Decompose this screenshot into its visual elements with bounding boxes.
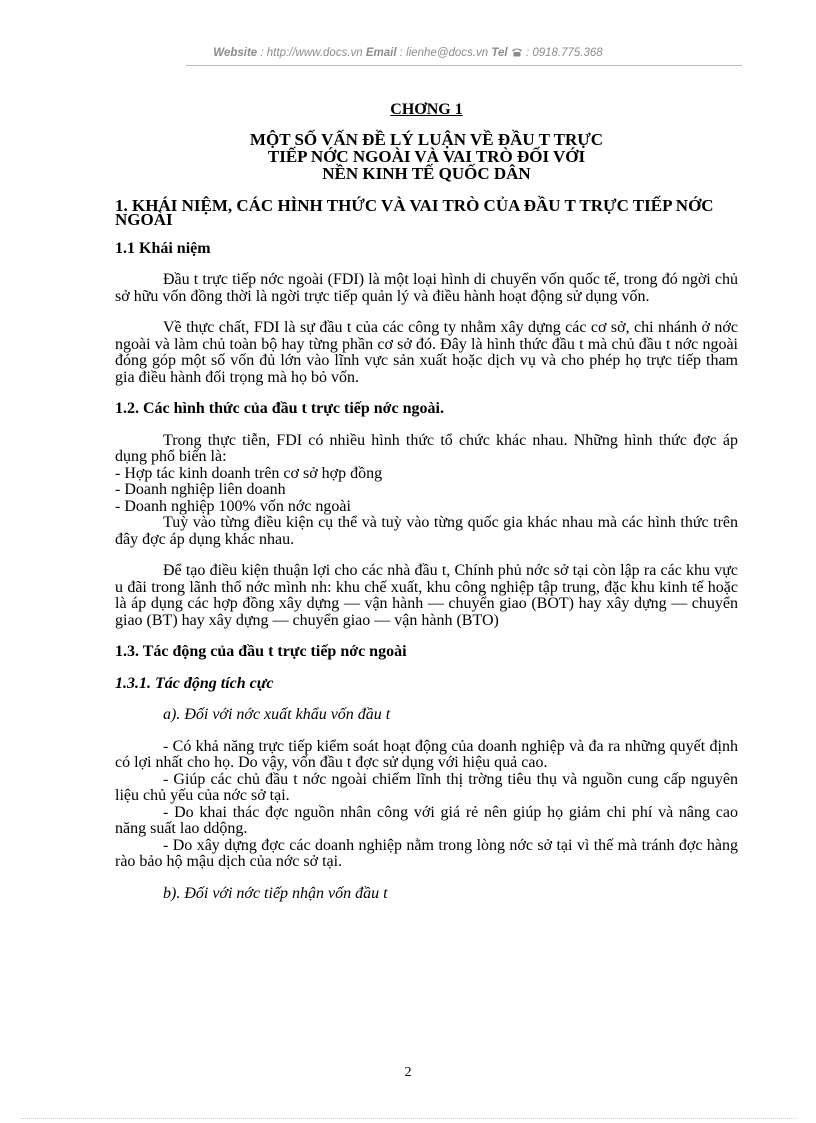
paragraph: Để tạo điều kiện thuận lợi cho các nhà đầu t, Chính phủ nớc sở tại còn lập ra các khu vực u đãi trong lãnh thổ nớc mình nh: khu chế xuất, khu công nghiệp tập trung, đặc khu kinh tế hoặc là áp dụng các hợp đồng xây dựng — vận hành — chuyển giao (BOT) hay xây dựng — chuyển giao (BT) hay xây dựng — chuyển giao — vận hành (BTO) <box>115 562 738 629</box>
section-1-1-heading: 1.1 Khái niệm <box>115 239 211 257</box>
paragraph: - Giúp các chủ đầu t nớc ngoài chiếm lĩnh thị trờng tiêu thụ và nguồn cung cấp nguyên liệu chủ yếu của nớc sở tại. <box>115 770 738 804</box>
subsection-a-heading: a). Đối với nớc xuất khẩu vốn đầu t <box>163 706 391 723</box>
section-1-2-heading: 1.2. Các hình thức của đầu t trực tiếp nớc ngoài. <box>115 400 444 417</box>
header-divider <box>186 65 742 66</box>
tel-label: Tel <box>491 47 508 59</box>
section-1-3-heading: 1.3. Tác động của đầu t trực tiếp nớc ngoài <box>115 643 407 660</box>
document-body <box>115 102 738 917</box>
paragraph: - Do xây dựng đợc các doanh nghiệp nằm trong lòng nớc sở tại vì thế mà tránh đợc hàng rào bảo hộ mậu dịch của nớc sở tại. <box>115 836 738 870</box>
paragraph: - Có khả năng trực tiếp kiểm soát hoạt động của doanh nghiệp và đa ra những quyết định có lợi nhất cho họ. Do vậy, vốn đầu t đợc sử dụng với hiệu quả cao. <box>115 737 738 771</box>
section-1-heading: 1. KHÁI NIỆM, CÁC HÌNH THỨC VÀ VAI TRÒ CỦA ĐẦU T TRỰC TIẾP NỚC NGOÀI <box>115 195 714 229</box>
chapter-title-line: NỀN KINH TẾ QUỐC DÂN <box>322 163 531 183</box>
page-bottom-border <box>20 1118 796 1119</box>
page-header <box>0 47 816 59</box>
tel-value: : 0918.775.368 <box>525 47 603 59</box>
paragraph: Về thực chất, FDI là sự đầu t của các công ty nhằm xây dựng các cơ sở, chi nhánh ở nớc ngoài và làm chủ toàn bộ hay từng phần cơ sở đó. Đây là hình thức đầu t mà chủ đầu t nớc ngoài đóng góp một số vốn đủ lớn vào lĩnh vực sản xuất hoặc dịch vụ và cho phép họ trực tiếp tham gia điều hành đối trọng mà họ bỏ vốn. <box>115 319 738 386</box>
paragraph: - Do khai thác đợc nguồn nhân công với giá rẻ nên giúp họ giảm chi phí và nâng cao năng suất lao ddộng. <box>115 803 738 837</box>
chapter-heading: CHƠNG 1 <box>390 101 463 118</box>
chapter-title-line: MỘT SỐ VẤN ĐỀ LÝ LUẬN VỀ ĐẦU T TRỰC <box>249 129 604 149</box>
section-1-3-1-heading: 1.3.1. Tác động tích cực <box>115 674 274 692</box>
chapter-title <box>115 131 738 182</box>
phone-icon <box>511 47 523 57</box>
email-label: Email <box>365 47 397 59</box>
list-item: - Hợp tác kinh doanh trên cơ sở hợp đồng <box>115 464 383 482</box>
list-item: - Doanh nghiệp 100% vốn nớc ngoài <box>115 497 351 515</box>
paragraph: Trong thực tiễn, FDI có nhiều hình thức tổ chức khác nhau. Những hình thức đợc áp dụng phổ biến là: <box>115 431 738 465</box>
website-value: : http://www.docs.vn <box>260 47 363 59</box>
subsection-b-heading: b). Đối với nớc tiếp nhận vốn đầu t <box>163 884 388 902</box>
paragraph: Tuỳ vào từng điều kiện cụ thể và tuỳ vào từng quốc gia khác nhau mà các hình thức trên đây đợc áp dụng khác nhau. <box>115 514 738 548</box>
page-number: 2 <box>404 1065 412 1080</box>
list-item: - Doanh nghiệp liên doanh <box>115 481 286 498</box>
website-label: Website <box>213 47 258 59</box>
chapter-title-line: TIẾP NỚC NGOÀI VÀ VAI TRÒ ĐỐI VỚI <box>267 146 586 166</box>
paragraph: Đầu t trực tiếp nớc ngoài (FDI) là một loại hình di chuyển vốn quốc tế, trong đó ngời chủ sở hữu vốn đồng thời là ngời trực tiếp quản lý và điều hành hoạt động sử dụng vốn. <box>115 271 738 305</box>
email-value: : lienhe@docs.vn <box>399 47 489 59</box>
